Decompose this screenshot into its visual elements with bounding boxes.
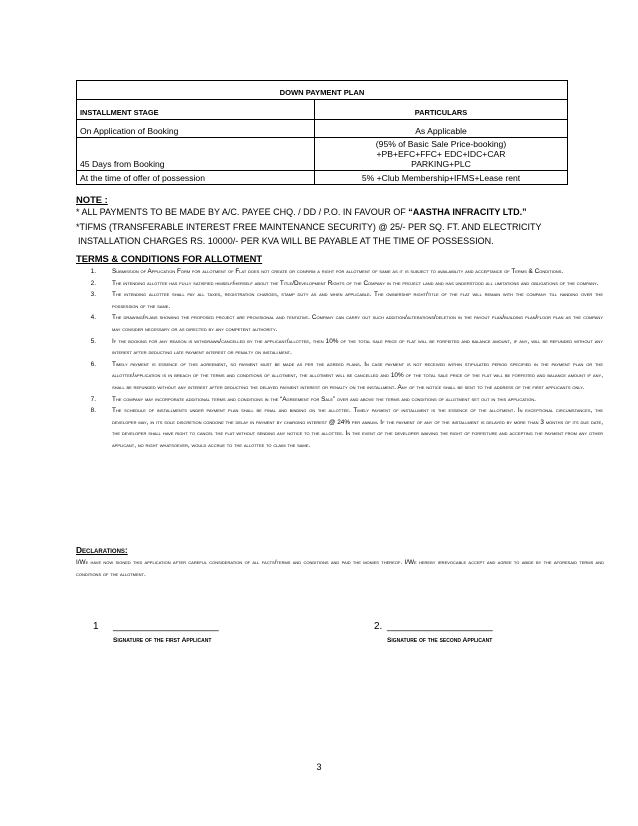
second-signature-line: ___________________ [387, 621, 493, 632]
page-number: 3 [316, 762, 322, 772]
term-number: 3. [90, 291, 96, 299]
first-signature-line: ___________________ [113, 621, 219, 632]
term-text: The intending allottee shall pay all taxes, registration charges, stamp duty as and when applicable. The ownership right/title of the flat will remain with the company till handing over the possession of the same. [112, 291, 603, 310]
term-number: 5. [90, 337, 96, 345]
note-company-name: “AASTHA INFRACITY LTD.” [408, 207, 527, 217]
term-text: Timely payment is essence of this agreement, so payment must be made as per the agreed plans. In case payment is not received within stipulated period specified in the payment plan or the allottee/application is in breach of the terms and conditions of allotment, the allotment will be cancelled and 10% of the total sale price of the flat will be forfeited and balance amount if any, shall be refunded without any interest after deducting the delayed payment interest or penalty on the installment. Any of the notice shall be sent to the address of the first applicants only. [112, 360, 603, 391]
term-item [90, 266, 603, 278]
second-signature-number: 2. [374, 621, 383, 632]
term-text: The schedule of installments under payment plan shall be final and binding on the allottee. Timely payment of installment is the essence of the allotment. In exceptional circumstances, the developer may, in its sole discretion condone the delay in payment by charging interest @ 24% per annum. If the payment of any of the installment is delayed by more than 3 months of its due date, the developer shall have right to cancel the flat without sending any notice to the allottee. In the event of the developer waiving the right of forfeiture and accepting the payment from any other applicant, no right whatsoever, would accrue to the allottee to claim the same. [112, 407, 603, 449]
term-item [90, 278, 603, 290]
term-number: 1. [90, 268, 96, 275]
particulars-header: PARTICULARS [315, 100, 568, 120]
term-item [90, 405, 603, 451]
installment-stage-header: INSTALLMENT STAGE [77, 100, 315, 120]
term-item [90, 359, 603, 394]
term-text: If the booking for any reason is withdrawn/cancelled by the applicant/allottee, then 10% of the total sale price of flat will be forfeited and balance amount, if any, will be refunded without any interest after deducting late payment interest or penalty on installment. [112, 337, 603, 357]
stage-cell: 45 Days from Booking [77, 138, 315, 171]
term-item [90, 336, 603, 359]
term-text: The drawing/plans showing the proposed project are provisional and tentative. Company can carry out such addition/alterations/deletion in the payout plan/building plan/floor plan as the company may consider necessary or as directed by any competent authority. [112, 314, 603, 333]
particulars-cell: 5% +Club Membership+IFMS+Lease rent [315, 171, 568, 185]
down-payment-plan-table [76, 80, 568, 185]
term-text: Submission of Application Form for allotment of Flat does not create or confirm a right for allotment of same as it is subject to availability and acceptance of Terms & Conditions. [112, 268, 564, 275]
term-number: 4. [90, 314, 96, 322]
term-number: 8. [90, 407, 96, 415]
note-installation-line: INSTALLATION CHARGES RS. 10000/- PER KVA WILL BE PAYABLE AT THE TIME OF POSSESSION. [78, 236, 494, 246]
term-number: 6. [90, 360, 96, 368]
note-payment-text: * ALL PAYMENTS TO BE MADE BY A/C. PAYEE CHQ. / DD / P.O. IN FAVOUR OF [76, 207, 409, 217]
first-signature-caption: Signature of the first Applicant [113, 637, 212, 644]
plan-title: DOWN PAYMENT PLAN [77, 81, 568, 100]
term-item [90, 312, 603, 335]
term-number: 7. [90, 395, 96, 403]
term-item [90, 289, 603, 312]
term-item [90, 394, 603, 406]
term-text: The intending allottee has fully satisfied himself/herself about the Title/Development Rights of the Company in the project land and has understood all limitations and obligations of the company. [112, 279, 599, 287]
declarations-text: I/We have now signed this application after careful consideration of all facts/terms and conditions and paid the monies thereof. I/We hereby irrevocable accept and agree to abide by the aforesaid terms and conditions of the allotment. [76, 559, 604, 578]
note-title: NOTE : [76, 194, 108, 205]
stage-cell: On Application of Booking [77, 120, 315, 138]
term-text: The company may incorporate additional terms and conditions in the “Agreement for Sale” over and above the terms and conditions of allotment set out in this application. [112, 395, 536, 403]
term-number: 2. [90, 279, 96, 287]
first-signature-number: 1 [93, 621, 99, 632]
terms-list [90, 266, 603, 452]
terms-title: TERMS & CONDITIONS FOR ALLOTMENT [76, 253, 263, 264]
stage-cell: At the time of offer of possession [77, 171, 315, 185]
declarations-title: Declarations: [76, 545, 128, 555]
second-signature-caption: Signature of the second Applicant [387, 637, 493, 644]
particulars-cell: (95% of Basic Sale Price-booking) +PB+EFC+FFC+ EDC+IDC+CAR PARKING+PLC [315, 138, 568, 171]
note-payment-line [76, 207, 527, 217]
particulars-cell: As Applicable [315, 120, 568, 138]
note-tifms-line: *TIFMS (TRANSFERABLE INTEREST FREE MAINTENANCE SECURITY) @ 25/- PER SQ. FT. AND ELECTRICITY [76, 222, 542, 232]
